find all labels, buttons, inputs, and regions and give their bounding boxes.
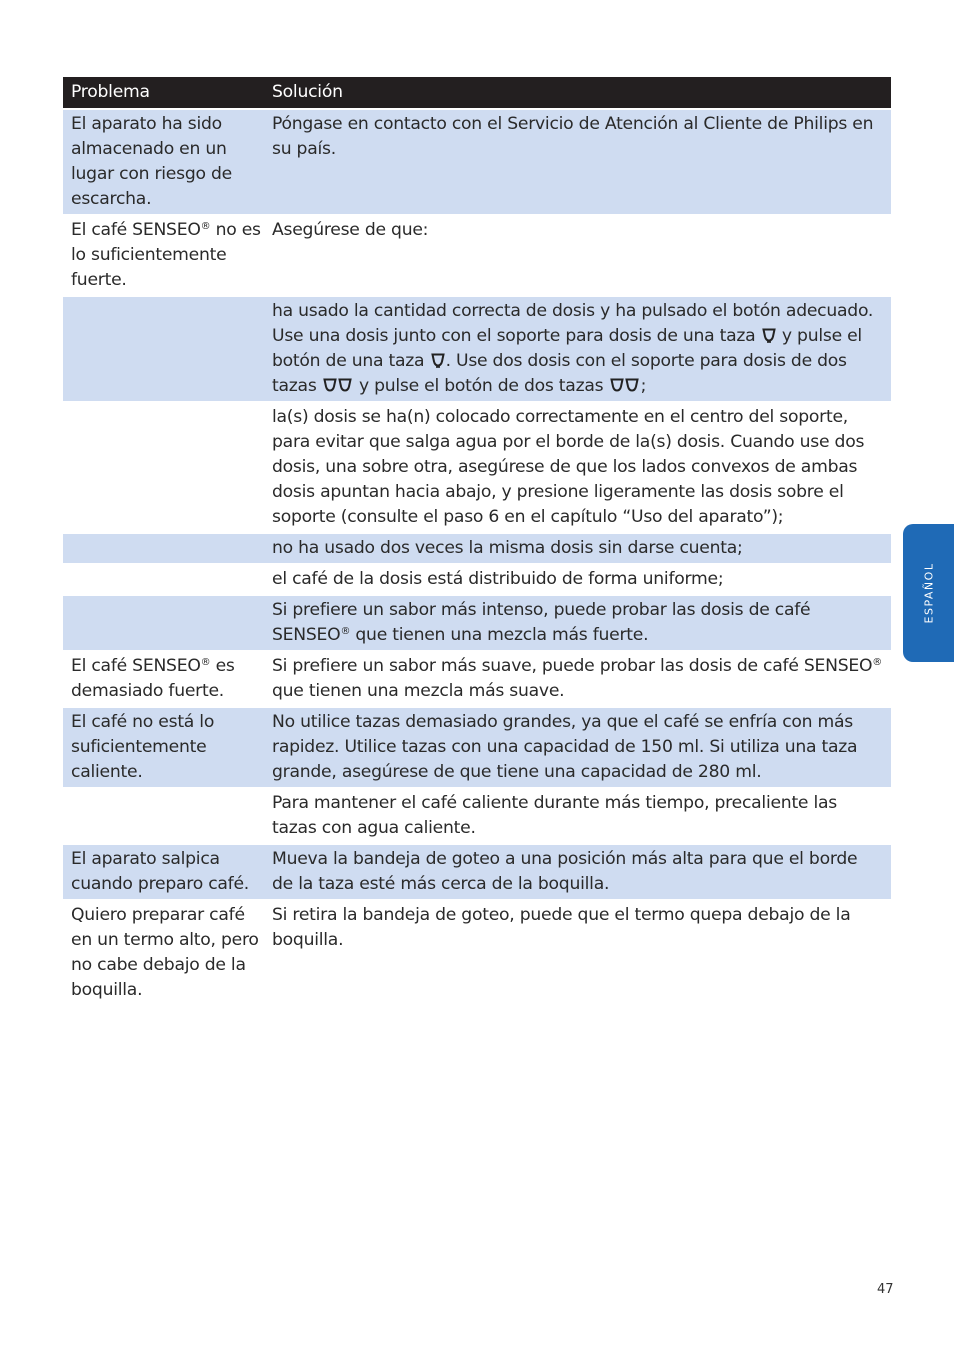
table-header [63,77,891,110]
one-cup-icon [431,353,445,368]
table-row [63,216,891,297]
problem-cell: El aparato salpica cuando preparo café. [71,849,250,894]
table-row [63,901,891,1007]
problem-cell [63,596,263,650]
solution-cell: el café de la dosis está distribuido de forma uniforme; [272,569,724,589]
table-row [63,534,891,565]
solution-cell: Si prefiere un sabor más suave, puede probar las dosis de café SENSEO® que tienen una mezcla más suave. [272,656,883,701]
header-solution: Solución [272,82,343,102]
page-number: 47 [877,1282,894,1297]
problem-cell [63,534,263,563]
language-side-tab [903,524,954,662]
solution-cell: Para mantener el café caliente durante más tiempo, precaliente las tazas con agua caliente. [272,793,837,838]
table-row [63,789,891,845]
table-row [63,110,891,216]
one-cup-icon [762,328,776,343]
two-cups-icon [323,378,353,393]
table-row [63,403,891,534]
header-problem: Problema [71,82,150,102]
table-row [63,708,891,789]
solution-cell: ha usado la cantidad correcta de dosis y ha pulsado el botón adecuado. Use una dosis junto con el soporte para dosis de una taza y pulse el botón de una taza . Use dos dosis con el soporte para dosis de dos tazas y pulse el botón de dos tazas ; [272,301,874,396]
problem-cell: Quiero preparar café en un termo alto, pero no cabe debajo de la boquilla. [71,905,259,1000]
solution-cell: Si retira la bandeja de goteo, puede que el termo quepa debajo de la boquilla. [272,905,851,950]
table-row [63,596,891,652]
problem-cell [63,789,263,843]
table-row [63,652,891,708]
two-cups-icon [610,378,640,393]
problem-cell: El café SENSEO® no es lo suficientemente fuerte. [71,220,261,290]
troubleshooting-table [63,77,891,1007]
problem-cell: El café no está lo suficientemente caliente. [71,712,215,782]
solution-cell: Si prefiere un sabor más intenso, puede probar las dosis de café SENSEO® que tienen una mezcla más fuerte. [272,600,811,645]
table-row [63,297,891,403]
table-row [63,845,891,901]
solution-cell: la(s) dosis se ha(n) colocado correctamente en el centro del soporte, para evitar que salga agua por el borde de la(s) dosis. Cuando use dos dosis, una sobre otra, asegúrese de que los lados convexos de ambas dosis apuntan hacia abajo, y presione ligeramente las dosis sobre el soporte (consulte el paso 6 en el capítulo “Uso del aparato”); [272,407,865,527]
table-row [63,565,891,596]
solution-cell: No utilice tazas demasiado grandes, ya que el café se enfría con más rapidez. Utilice tazas con una capacidad de 150 ml. Si utiliza una taza grande, asegúrese de que tiene una capacidad de 280 ml. [272,712,858,782]
problem-cell: El café SENSEO® es demasiado fuerte. [71,656,235,701]
solution-cell: no ha usado dos veces la misma dosis sin darse cuenta; [272,538,743,558]
problem-cell [63,565,263,594]
language-label: ESPAÑOL [922,562,935,624]
problem-cell: El aparato ha sido almacenado en un lugar con riesgo de escarcha. [71,114,232,209]
solution-cell: Mueva la bandeja de goteo a una posición más alta para que el borde de la taza esté más cerca de la boquilla. [272,849,858,894]
problem-cell [63,297,263,401]
solution-cell: Póngase en contacto con el Servicio de Atención al Cliente de Philips en su país. [272,114,874,159]
solution-cell: Asegúrese de que: [272,220,429,240]
problem-cell [63,403,263,532]
